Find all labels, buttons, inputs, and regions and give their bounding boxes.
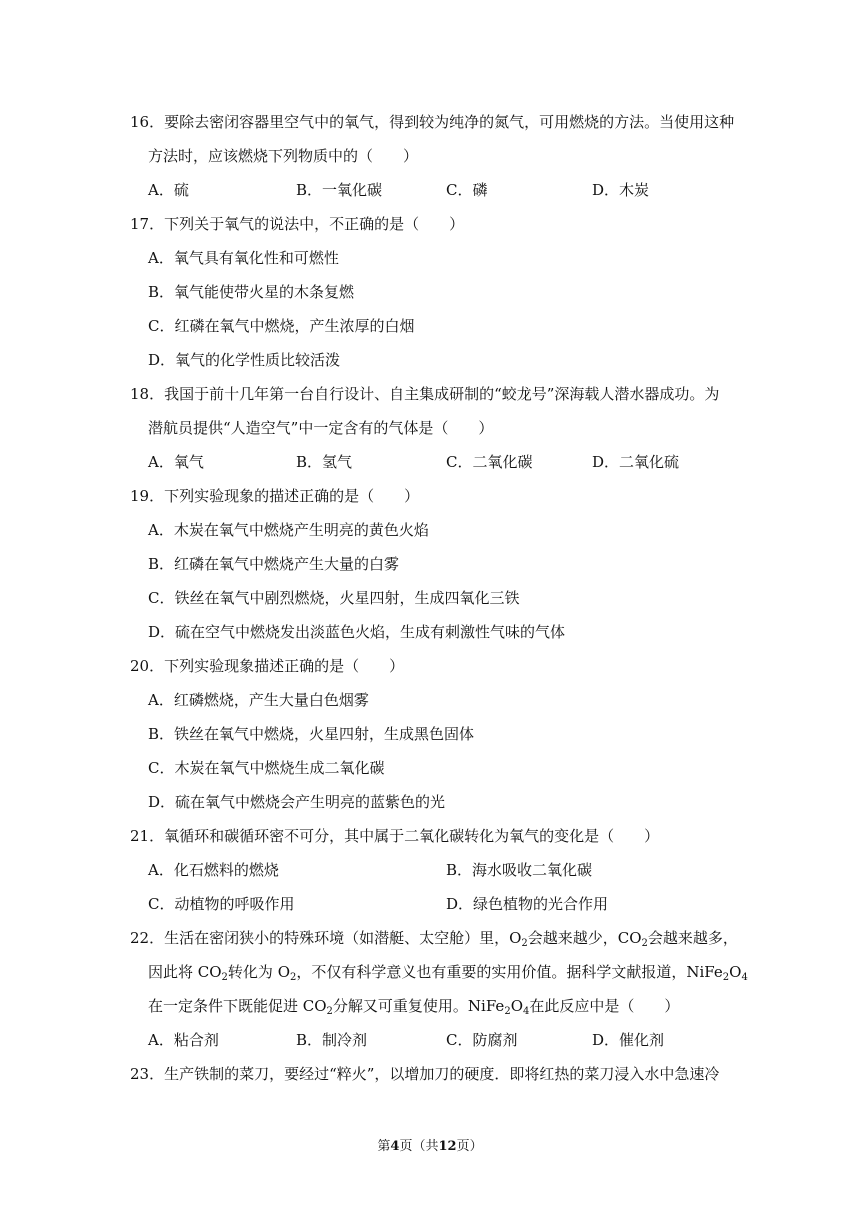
question-22-text-line2: 因此将 $CO_2$转化为 $O_2$，不仅有科学意义也有重要的实用价值。据科学文献报道，$NiFe_2O_4$ xyxy=(148,963,748,983)
q20-option-d: D．硫在氧气中燃烧会产生明亮的蓝紫色的光 xyxy=(148,793,446,811)
q19-option-d: D．硫在空气中燃烧发出淡蓝色火焰，生成有刺激性气味的气体 xyxy=(148,623,566,641)
q18-option-c: C．二氧化碳 xyxy=(446,453,533,471)
q18-option-b: B．氢气 xyxy=(296,453,353,471)
question-22-text-line3: 在一定条件下既能促进 $CO_2$分解又可重复使用。$NiFe_2O_4$在此反应中是（ ） xyxy=(148,997,680,1017)
q19-option-b: B．红磷在氧气中燃烧产生大量的白雾 xyxy=(148,555,400,573)
current-page-number: 4 xyxy=(390,1139,400,1154)
q21-option-b: B．海水吸收二氧化碳 xyxy=(446,861,593,879)
q17-option-b: B．氧气能使带火星的木条复燃 xyxy=(148,283,355,301)
q16-option-d: D．木炭 xyxy=(592,181,650,199)
question-17-text: 17．下列关于氧气的说法中，不正确的是（ ） xyxy=(130,215,465,233)
q16-option-b: B．一氧化碳 xyxy=(296,181,383,199)
question-16-text-line1: 16．要除去密闭容器里空气中的氧气，得到较为纯净的氮气，可用燃烧的方法。当使用这种 xyxy=(130,113,735,131)
q21-option-a: A．化石燃料的燃烧 xyxy=(148,861,279,879)
q20-option-a: A．红磷燃烧，产生大量白色烟雾 xyxy=(148,691,369,709)
question-21-text: 21．氧循环和碳循环密不可分，其中属于二氧化碳转化为氧气的变化是（ ） xyxy=(130,827,660,845)
q17-option-a: A．氧气具有氧化性和可燃性 xyxy=(148,249,339,267)
question-23-text-line1: 23．生产铁制的菜刀，要经过“粹火”，以增加刀的硬度．即将红热的菜刀浸入水中急速冷 xyxy=(130,1065,720,1083)
q22-option-c: C．防腐剂 xyxy=(446,1031,518,1049)
q16-option-a: A．硫 xyxy=(148,181,189,199)
page-footer: 第4页（共12页） xyxy=(377,1139,483,1154)
question-20-text: 20．下列实验现象描述正确的是（ ） xyxy=(130,657,405,675)
question-19-text: 19．下列实验现象的描述正确的是（ ） xyxy=(130,487,420,505)
q17-option-c: C．红磷在氧气中燃烧，产生浓厚的白烟 xyxy=(148,317,415,335)
question-18-text-line1: 18．我国于前十几年第一台自行设计、自主集成研制的“蛟龙号”深海载人潜水器成功。为 xyxy=(130,385,720,403)
q21-option-c: C．动植物的呼吸作用 xyxy=(148,895,295,913)
question-22-text-line1: 22．生活在密闭狭小的特殊环境（如潜艇、太空舱）里，$O_2$会越来越少，$CO_2$会越来越多， xyxy=(130,929,738,949)
total-page-count: 12 xyxy=(438,1139,457,1154)
q18-option-d: D．二氧化硫 xyxy=(592,453,680,471)
q16-option-c: C．磷 xyxy=(446,181,488,199)
q20-option-c: C．木炭在氧气中燃烧生成二氧化碳 xyxy=(148,759,385,777)
q22-option-d: D．催化剂 xyxy=(592,1031,665,1049)
question-18-text-line2: 潜航员提供“人造空气”中一定含有的气体是（ ） xyxy=(148,419,494,437)
q21-option-d: D．绿色植物的光合作用 xyxy=(446,895,609,913)
q19-option-c: C．铁丝在氧气中剧烈燃烧，火星四射，生成四氧化三铁 xyxy=(148,589,520,607)
q20-option-b: B．铁丝在氧气中燃烧，火星四射，生成黑色固体 xyxy=(148,725,475,743)
q22-option-a: A．粘合剂 xyxy=(148,1031,219,1049)
q18-option-a: A．氧气 xyxy=(148,453,204,471)
q22-option-b: B．制冷剂 xyxy=(296,1031,368,1049)
question-16-text-line2: 方法时，应该燃烧下列物质中的（ ） xyxy=(148,147,419,165)
q17-option-d: D．氧气的化学性质比较活泼 xyxy=(148,351,341,369)
q19-option-a: A．木炭在氧气中燃烧产生明亮的黄色火焰 xyxy=(148,521,429,539)
